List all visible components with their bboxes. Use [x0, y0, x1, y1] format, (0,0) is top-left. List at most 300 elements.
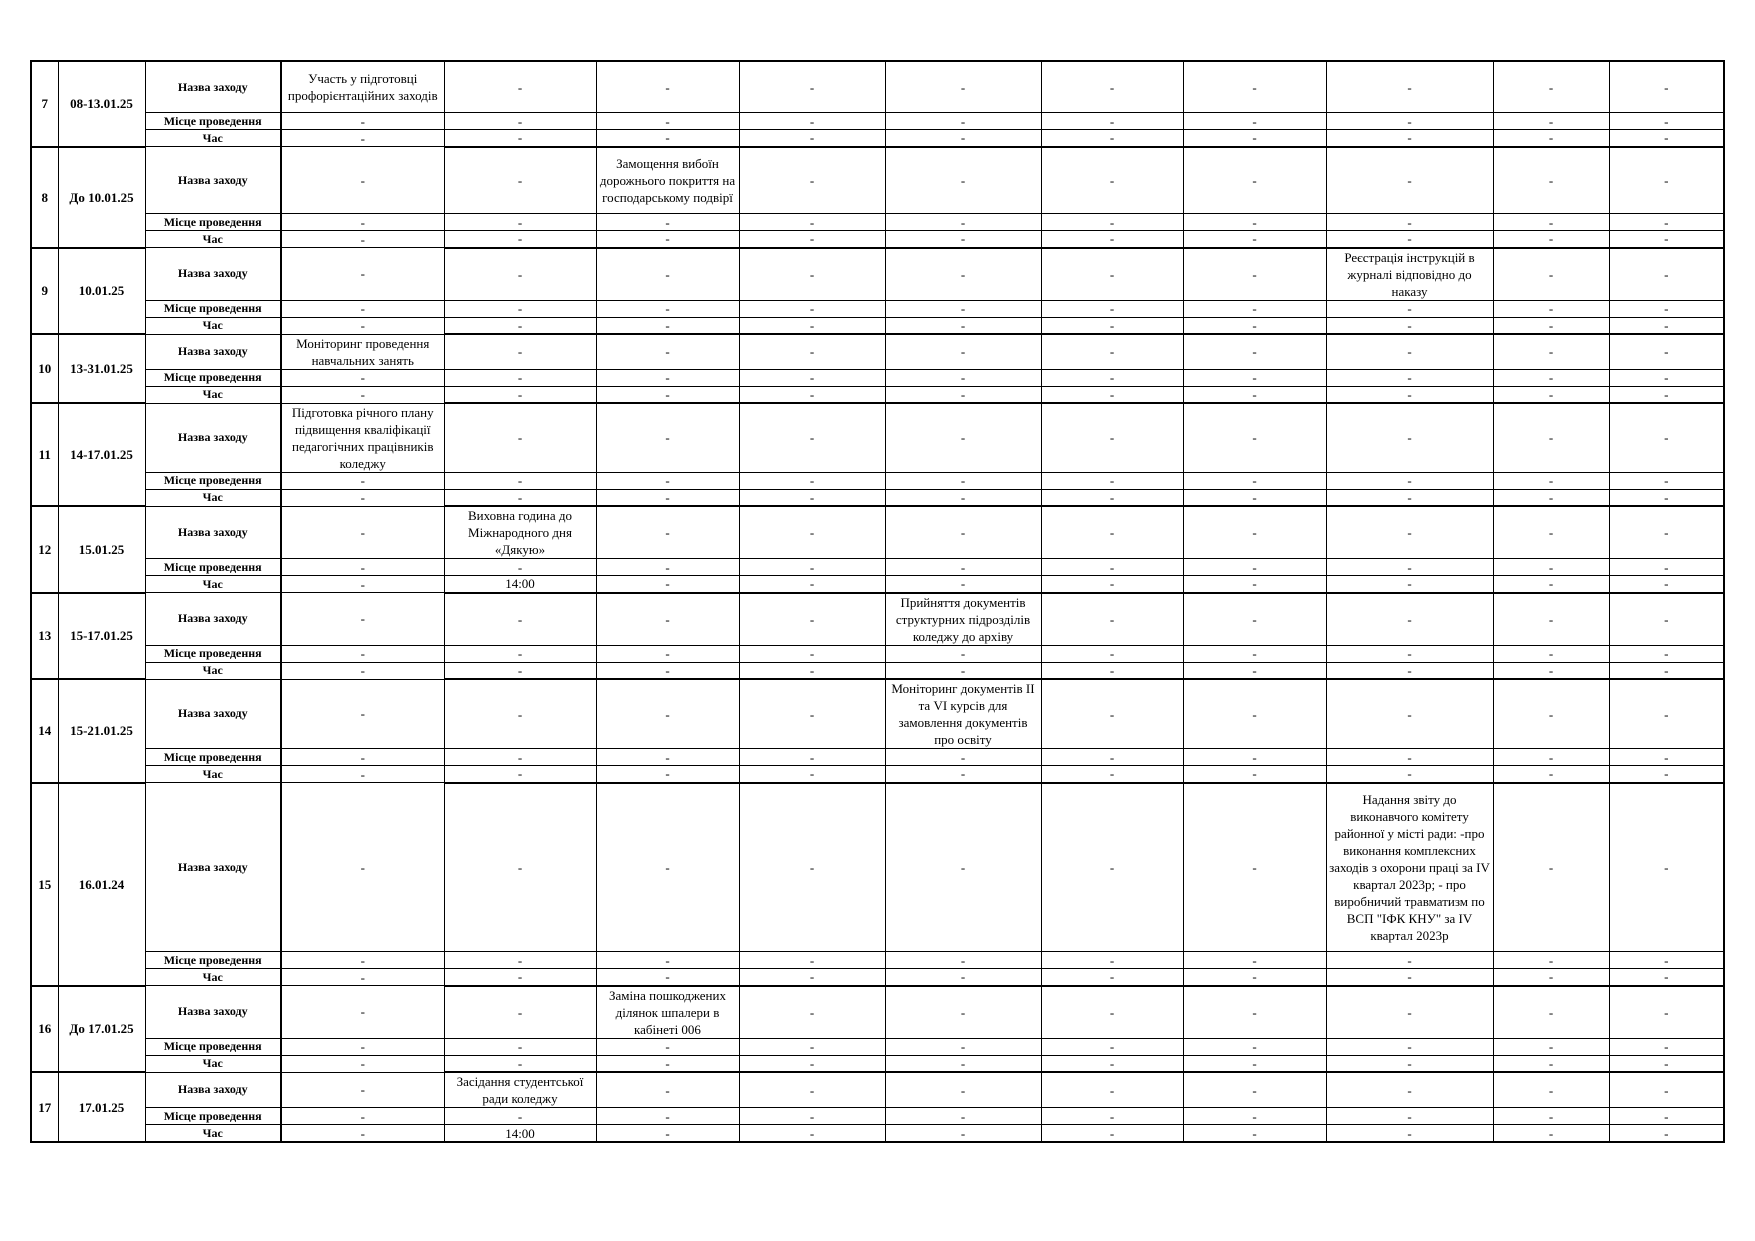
event-time-cell: - — [885, 766, 1041, 783]
event-name-cell: - — [739, 506, 885, 559]
event-name-cell: - — [739, 1072, 885, 1108]
event-time-cell: - — [1326, 317, 1493, 334]
event-time-cell: - — [1493, 1055, 1609, 1072]
event-place-cell: - — [1183, 214, 1326, 231]
event-time-cell: - — [1326, 969, 1493, 986]
event-place-cell: - — [281, 113, 444, 130]
event-group-place-row — [31, 1108, 1724, 1125]
event-place-cell: - — [1326, 1108, 1493, 1125]
event-place-cell: - — [1493, 645, 1609, 662]
event-group-time-row — [31, 489, 1724, 506]
event-place-cell: - — [1609, 214, 1724, 231]
event-name-cell: - — [281, 679, 444, 749]
event-place-cell: - — [281, 369, 444, 386]
event-time-cell: - — [1609, 1125, 1724, 1143]
event-time-cell: - — [1609, 1055, 1724, 1072]
event-time-cell: - — [1609, 489, 1724, 506]
event-name-cell: - — [1326, 147, 1493, 214]
event-time-cell: - — [1183, 766, 1326, 783]
event-time-cell: - — [739, 231, 885, 248]
event-name-cell: - — [1493, 506, 1609, 559]
row-number: 9 — [31, 248, 58, 335]
event-name-cell: - — [1183, 593, 1326, 646]
event-name-cell: - — [444, 783, 596, 952]
event-place-cell: - — [444, 300, 596, 317]
event-time-cell: - — [1609, 231, 1724, 248]
event-place-cell: - — [596, 300, 739, 317]
event-name-cell: - — [1041, 334, 1183, 369]
event-group-place-row — [31, 369, 1724, 386]
event-place-cell: - — [444, 645, 596, 662]
event-place-cell: - — [1493, 113, 1609, 130]
event-name-cell: Підготовка річного плану підвищення кваліфікації педагогічних працівників коледжу — [281, 403, 444, 472]
event-name-cell: - — [596, 593, 739, 646]
event-place-cell: - — [1041, 559, 1183, 576]
event-time-cell: - — [1183, 130, 1326, 147]
event-group-place-row — [31, 113, 1724, 130]
event-place-cell: - — [1183, 300, 1326, 317]
event-name-cell: - — [1609, 986, 1724, 1039]
event-place-cell: - — [1183, 645, 1326, 662]
event-time-cell: - — [444, 489, 596, 506]
label-time: Час — [145, 231, 281, 248]
event-time-cell: - — [1326, 489, 1493, 506]
event-place-cell: - — [1183, 749, 1326, 766]
event-name-cell: - — [1326, 593, 1493, 646]
event-group-place-row — [31, 472, 1724, 489]
event-time-cell: - — [1183, 386, 1326, 403]
event-time-cell: - — [1183, 1055, 1326, 1072]
event-place-cell: - — [1041, 645, 1183, 662]
event-time-cell: - — [885, 1125, 1041, 1143]
event-group-time-row — [31, 1055, 1724, 1072]
event-group-time-row — [31, 130, 1724, 147]
event-name-cell: - — [1326, 334, 1493, 369]
event-group-time-row — [31, 662, 1724, 679]
event-place-cell: - — [596, 369, 739, 386]
event-name-cell: Виховна година до Міжнародного дня «Дякую» — [444, 506, 596, 559]
label-time: Час — [145, 386, 281, 403]
event-place-cell: - — [885, 300, 1041, 317]
row-number: 16 — [31, 986, 58, 1073]
event-group-time-row — [31, 317, 1724, 334]
label-time: Час — [145, 1125, 281, 1143]
event-name-cell: - — [596, 334, 739, 369]
event-name-cell: - — [444, 403, 596, 472]
event-name-cell: - — [444, 147, 596, 214]
event-place-cell: - — [281, 559, 444, 576]
event-name-cell: - — [885, 147, 1041, 214]
label-time: Час — [145, 969, 281, 986]
event-name-cell: - — [1493, 783, 1609, 952]
row-number: 11 — [31, 403, 58, 506]
event-name-cell: - — [1041, 593, 1183, 646]
event-place-cell: - — [596, 214, 739, 231]
event-group-name-row — [31, 1072, 1724, 1108]
event-time-cell: - — [739, 662, 885, 679]
event-name-cell: - — [444, 61, 596, 113]
event-time-cell: - — [1041, 317, 1183, 334]
event-place-cell: - — [1326, 645, 1493, 662]
event-place-cell: - — [1183, 113, 1326, 130]
event-name-cell: - — [444, 248, 596, 301]
event-time-cell: - — [596, 130, 739, 147]
event-time-cell: - — [444, 386, 596, 403]
event-name-cell: - — [885, 506, 1041, 559]
event-time-cell: - — [739, 576, 885, 593]
event-place-cell: - — [885, 559, 1041, 576]
event-place-cell: - — [1326, 113, 1493, 130]
event-name-cell: Участь у підготовці профорієнтаційних заходів — [281, 61, 444, 113]
event-time-cell: - — [885, 130, 1041, 147]
event-place-cell: - — [1326, 952, 1493, 969]
event-name-cell: - — [885, 248, 1041, 301]
event-time-cell: - — [739, 1055, 885, 1072]
event-place-cell: - — [281, 749, 444, 766]
event-place-cell: - — [1493, 214, 1609, 231]
event-name-cell: - — [1493, 986, 1609, 1039]
event-time-cell: - — [444, 130, 596, 147]
event-name-cell: - — [281, 506, 444, 559]
event-name-cell: Замощення вибоїн дорожнього покриття на господарському подвірї — [596, 147, 739, 214]
event-name-cell: - — [1041, 248, 1183, 301]
event-place-cell: - — [281, 472, 444, 489]
event-name-cell: - — [1326, 986, 1493, 1039]
label-place: Місце проведення — [145, 559, 281, 576]
event-name-cell: - — [596, 506, 739, 559]
event-name-cell: - — [1041, 506, 1183, 559]
event-place-cell: - — [1326, 1038, 1493, 1055]
event-name-cell: - — [1183, 248, 1326, 301]
event-time-cell: - — [1183, 969, 1326, 986]
event-time-cell: - — [1493, 489, 1609, 506]
event-place-cell: - — [1609, 472, 1724, 489]
event-name-cell: - — [1183, 783, 1326, 952]
event-place-cell: - — [739, 369, 885, 386]
event-time-cell: - — [739, 969, 885, 986]
event-place-cell: - — [1041, 472, 1183, 489]
event-place-cell: - — [281, 645, 444, 662]
event-name-cell: - — [1041, 61, 1183, 113]
event-group-name-row — [31, 61, 1724, 113]
event-place-cell: - — [444, 113, 596, 130]
event-place-cell: - — [1183, 1108, 1326, 1125]
event-place-cell: - — [596, 559, 739, 576]
event-time-cell: - — [1326, 1125, 1493, 1143]
event-name-cell: - — [281, 1072, 444, 1108]
event-time-cell: - — [1609, 576, 1724, 593]
event-place-cell: - — [739, 749, 885, 766]
event-time-cell: - — [1183, 1125, 1326, 1143]
event-time-cell: - — [281, 130, 444, 147]
event-time-cell: - — [1183, 489, 1326, 506]
event-time-cell: - — [739, 766, 885, 783]
event-time-cell: - — [596, 317, 739, 334]
event-name-cell: - — [885, 783, 1041, 952]
event-place-cell: - — [1493, 472, 1609, 489]
event-place-cell: - — [739, 472, 885, 489]
event-place-cell: - — [281, 214, 444, 231]
event-time-cell: - — [1041, 969, 1183, 986]
event-name-cell: - — [596, 403, 739, 472]
event-name-cell: - — [1609, 147, 1724, 214]
event-name-cell: Моніторинг документів ІІ та VІ курсів для замовлення документів про освіту — [885, 679, 1041, 749]
event-place-cell: - — [1326, 472, 1493, 489]
row-number: 15 — [31, 783, 58, 986]
event-time-cell: - — [1041, 766, 1183, 783]
event-group-place-row — [31, 300, 1724, 317]
event-time-cell: - — [281, 766, 444, 783]
event-group-time-row — [31, 231, 1724, 248]
event-name-cell: - — [444, 593, 596, 646]
event-place-cell: - — [1041, 1108, 1183, 1125]
event-time-cell: - — [739, 130, 885, 147]
event-time-cell: - — [1609, 386, 1724, 403]
event-time-cell: - — [1041, 489, 1183, 506]
event-time-cell: - — [281, 489, 444, 506]
event-name-cell: - — [1609, 61, 1724, 113]
event-place-cell: - — [1493, 300, 1609, 317]
event-name-cell: - — [1183, 61, 1326, 113]
event-place-cell: - — [1041, 749, 1183, 766]
event-time-cell: - — [444, 969, 596, 986]
events-schedule-table — [30, 60, 1725, 1143]
event-name-cell: - — [1041, 403, 1183, 472]
event-time-cell: - — [1041, 576, 1183, 593]
event-time-cell: - — [885, 317, 1041, 334]
event-time-cell: - — [596, 1125, 739, 1143]
event-place-cell: - — [444, 952, 596, 969]
event-date: 15-17.01.25 — [58, 593, 145, 680]
event-time-cell: - — [885, 231, 1041, 248]
event-time-cell: - — [885, 576, 1041, 593]
event-name-cell: - — [1493, 1072, 1609, 1108]
event-place-cell: - — [1493, 559, 1609, 576]
event-place-cell: - — [885, 472, 1041, 489]
label-place: Місце проведення — [145, 472, 281, 489]
event-name-cell: - — [739, 593, 885, 646]
event-time-cell: - — [1609, 969, 1724, 986]
event-date: До 10.01.25 — [58, 147, 145, 248]
label-place: Місце проведення — [145, 113, 281, 130]
event-place-cell: - — [281, 1108, 444, 1125]
label-time: Час — [145, 576, 281, 593]
event-place-cell: - — [1326, 300, 1493, 317]
label-name: Назва заходу — [145, 334, 281, 369]
event-place-cell: - — [1041, 1038, 1183, 1055]
event-time-cell: - — [739, 386, 885, 403]
event-name-cell: - — [1041, 783, 1183, 952]
event-name-cell: - — [1493, 679, 1609, 749]
event-name-cell: - — [1609, 506, 1724, 559]
event-time-cell: - — [1493, 969, 1609, 986]
event-name-cell: - — [885, 986, 1041, 1039]
event-date: 08-13.01.25 — [58, 61, 145, 147]
event-place-cell: - — [885, 1108, 1041, 1125]
event-time-cell: - — [281, 386, 444, 403]
event-group-name-row — [31, 986, 1724, 1039]
label-time: Час — [145, 489, 281, 506]
event-name-cell: - — [281, 593, 444, 646]
event-place-cell: - — [444, 214, 596, 231]
row-number: 12 — [31, 506, 58, 593]
event-group-place-row — [31, 214, 1724, 231]
event-place-cell: - — [1326, 214, 1493, 231]
event-place-cell: - — [1609, 1108, 1724, 1125]
event-time-cell: - — [281, 317, 444, 334]
event-name-cell: - — [739, 147, 885, 214]
event-name-cell: - — [739, 403, 885, 472]
event-place-cell: - — [885, 645, 1041, 662]
label-name: Назва заходу — [145, 1072, 281, 1108]
event-date: 15-21.01.25 — [58, 679, 145, 783]
event-time-cell: - — [1326, 231, 1493, 248]
label-place: Місце проведення — [145, 952, 281, 969]
event-group-name-row — [31, 403, 1724, 472]
event-name-cell: - — [281, 783, 444, 952]
event-time-cell: - — [444, 1055, 596, 1072]
row-number: 10 — [31, 334, 58, 403]
event-group-name-row — [31, 679, 1724, 749]
event-time-cell: - — [1609, 766, 1724, 783]
event-group-name-row — [31, 593, 1724, 646]
event-time-cell: - — [1493, 1125, 1609, 1143]
event-place-cell: - — [281, 1038, 444, 1055]
event-name-cell: - — [1609, 679, 1724, 749]
event-place-cell: - — [444, 1038, 596, 1055]
event-place-cell: - — [1609, 645, 1724, 662]
event-date: 15.01.25 — [58, 506, 145, 593]
event-time-cell: 14:00 — [444, 576, 596, 593]
event-time-cell: - — [739, 1125, 885, 1143]
event-place-cell: - — [1609, 369, 1724, 386]
event-time-cell: - — [1493, 662, 1609, 679]
event-place-cell: - — [1041, 300, 1183, 317]
event-name-cell: - — [885, 334, 1041, 369]
event-place-cell: - — [739, 645, 885, 662]
event-time-cell: 14:00 — [444, 1125, 596, 1143]
event-name-cell: - — [444, 986, 596, 1039]
event-place-cell: - — [1493, 1108, 1609, 1125]
event-time-cell: - — [885, 489, 1041, 506]
event-date: 14-17.01.25 — [58, 403, 145, 506]
event-place-cell: - — [596, 1108, 739, 1125]
row-number: 13 — [31, 593, 58, 680]
event-place-cell: - — [1609, 559, 1724, 576]
event-place-cell: - — [444, 749, 596, 766]
event-time-cell: - — [596, 489, 739, 506]
event-place-cell: - — [1493, 952, 1609, 969]
event-time-cell: - — [1609, 317, 1724, 334]
event-name-cell: - — [1493, 248, 1609, 301]
event-group-place-row — [31, 952, 1724, 969]
event-name-cell: - — [739, 986, 885, 1039]
event-name-cell: Моніторинг проведення навчальних занять — [281, 334, 444, 369]
event-time-cell: - — [1183, 231, 1326, 248]
event-place-cell: - — [281, 952, 444, 969]
event-time-cell: - — [596, 576, 739, 593]
event-place-cell: - — [444, 1108, 596, 1125]
event-time-cell: - — [1326, 386, 1493, 403]
label-name: Назва заходу — [145, 783, 281, 952]
event-time-cell: - — [885, 386, 1041, 403]
event-name-cell: - — [281, 147, 444, 214]
event-date: 17.01.25 — [58, 1072, 145, 1142]
event-name-cell: - — [1609, 593, 1724, 646]
event-name-cell: - — [739, 783, 885, 952]
event-date: 13-31.01.25 — [58, 334, 145, 403]
event-group-time-row — [31, 576, 1724, 593]
event-time-cell: - — [281, 662, 444, 679]
event-name-cell: - — [444, 334, 596, 369]
event-date: До 17.01.25 — [58, 986, 145, 1073]
event-place-cell: - — [1493, 1038, 1609, 1055]
event-name-cell: - — [1326, 61, 1493, 113]
event-time-cell: - — [1041, 1055, 1183, 1072]
event-group-name-row — [31, 248, 1724, 301]
event-time-cell: - — [281, 231, 444, 248]
event-time-cell: - — [885, 1055, 1041, 1072]
event-time-cell: - — [596, 386, 739, 403]
event-time-cell: - — [281, 576, 444, 593]
event-time-cell: - — [1326, 130, 1493, 147]
event-time-cell: - — [444, 317, 596, 334]
event-name-cell: - — [1326, 506, 1493, 559]
event-group-place-row — [31, 1038, 1724, 1055]
event-time-cell: - — [1326, 1055, 1493, 1072]
event-group-place-row — [31, 645, 1724, 662]
row-number: 7 — [31, 61, 58, 147]
label-place: Місце проведення — [145, 214, 281, 231]
event-group-name-row — [31, 783, 1724, 952]
event-place-cell: - — [885, 952, 1041, 969]
label-name: Назва заходу — [145, 61, 281, 113]
event-time-cell: - — [1493, 576, 1609, 593]
event-time-cell: - — [1609, 130, 1724, 147]
event-name-cell: - — [1041, 147, 1183, 214]
event-name-cell: - — [1183, 506, 1326, 559]
event-place-cell: - — [1609, 952, 1724, 969]
event-name-cell: Прийняття документів структурних підрозділів коледжу до архіву — [885, 593, 1041, 646]
event-name-cell: - — [1183, 1072, 1326, 1108]
event-name-cell: - — [1183, 334, 1326, 369]
event-name-cell: - — [739, 679, 885, 749]
event-group-time-row — [31, 766, 1724, 783]
event-name-cell: - — [281, 248, 444, 301]
event-place-cell: - — [1326, 559, 1493, 576]
event-time-cell: - — [1326, 766, 1493, 783]
event-place-cell: - — [739, 559, 885, 576]
event-place-cell: - — [596, 952, 739, 969]
event-name-cell: - — [1493, 61, 1609, 113]
event-time-cell: - — [281, 969, 444, 986]
event-place-cell: - — [1609, 113, 1724, 130]
event-place-cell: - — [1493, 749, 1609, 766]
event-group-time-row — [31, 386, 1724, 403]
event-place-cell: - — [1493, 369, 1609, 386]
event-place-cell: - — [1183, 472, 1326, 489]
event-place-cell: - — [596, 749, 739, 766]
event-name-cell: - — [1493, 147, 1609, 214]
event-time-cell: - — [1041, 1125, 1183, 1143]
event-place-cell: - — [1326, 749, 1493, 766]
event-place-cell: - — [739, 952, 885, 969]
event-place-cell: - — [885, 214, 1041, 231]
event-name-cell: - — [1493, 593, 1609, 646]
event-place-cell: - — [1609, 1038, 1724, 1055]
event-time-cell: - — [1326, 576, 1493, 593]
event-time-cell: - — [1493, 130, 1609, 147]
